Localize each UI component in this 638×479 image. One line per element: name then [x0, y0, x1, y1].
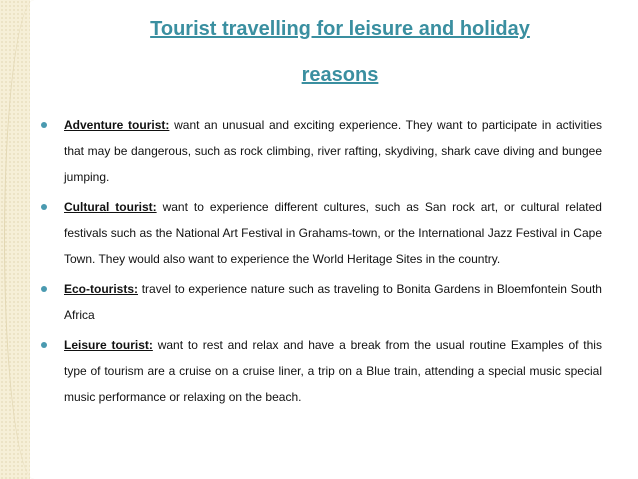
bullet-list: [38, 112, 602, 414]
bullet-text: want to rest and relax and have a break from the usual routine Examples of this type of tourism are a cruise on a cruise liner, a trip on a Blue train, attending a special music special music performance or relaxing on the beach.: [64, 338, 602, 404]
bullet-dot-icon: [41, 122, 47, 128]
bullet-term: Leisure tourist:: [64, 338, 153, 352]
bullet-term: Cultural tourist:: [64, 200, 157, 214]
slide-title: [60, 6, 620, 98]
bullet-dot-icon: [41, 342, 47, 348]
bullet-term: Eco-tourists:: [64, 282, 139, 296]
bullet-dot-icon: [41, 204, 47, 210]
bullet-text: want an unusual and exciting experience. They want to participate in activities that may be dangerous, such as rock climbing, river rafting, skydiving, shark cave diving and bungee jumping.: [64, 118, 602, 184]
bullet-cultural-tourist: [38, 194, 602, 272]
bullet-term: Adventure tourist:: [64, 118, 170, 132]
bullet-text: want to experience different cultures, such as San rock art, or cultural related festivals such as the National Art Festival in Grahams-town, or the International Jazz Festival in Cape Town. They would also want to experience the World Heritage Sites in the country.: [64, 200, 602, 266]
bullet-eco-tourists: [38, 276, 602, 328]
bullet-dot-icon: [41, 286, 47, 292]
slide-title-line-2: reasons: [301, 64, 379, 86]
bullet-adventure-tourist: [38, 112, 602, 190]
slide-title-line-1: Tourist travelling for leisure and holiday: [150, 18, 530, 40]
bullet-leisure-tourist: [38, 332, 602, 410]
bullet-text: travel to experience nature such as traveling to Bonita Gardens in Bloemfontein South Africa: [64, 282, 602, 322]
